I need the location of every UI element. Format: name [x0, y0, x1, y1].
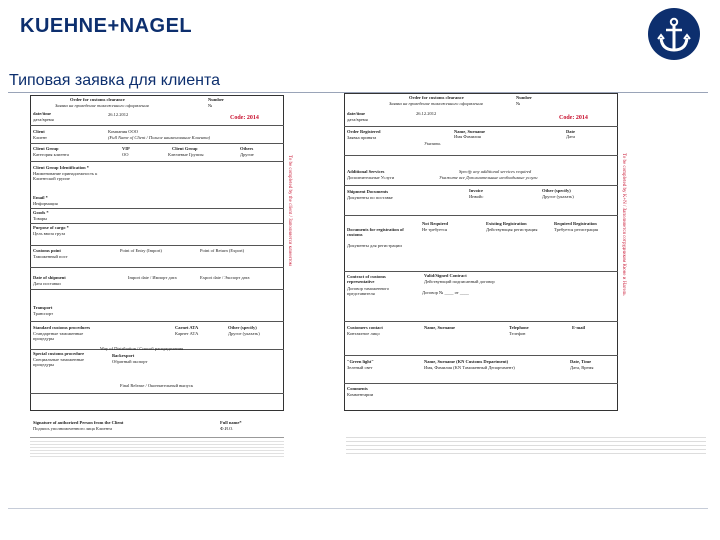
date-label-ru: дата/время	[33, 117, 54, 122]
shipment-date-ru: Дата поставки	[33, 281, 61, 286]
other-spec-label: Other (specify)	[228, 325, 257, 330]
backexport-ru: Обратный экспорт	[112, 359, 148, 364]
order-reg-ru: Заявка принята	[347, 135, 377, 140]
comments-label: Comments	[347, 386, 368, 391]
number-value: №	[516, 101, 521, 106]
std-proc-ru: Стандартные таможенные процедуры	[33, 331, 84, 342]
email-ru: Информация	[33, 201, 58, 206]
contract-ru: Договор таможенного представителя	[347, 286, 390, 297]
code-value: Code: 2014	[230, 115, 259, 121]
page-title: Типовая заявка для клиента	[9, 72, 221, 89]
footnote-lines	[30, 441, 284, 457]
additional-value-ru: Укажите все Дополнительные необходимые услуги	[439, 175, 538, 180]
not-required-ru: Не требуется	[422, 227, 448, 232]
special-proc-ru: Специальные таможенные процедуры	[33, 357, 85, 368]
std-proc-label: Standard customs procedures	[33, 325, 91, 330]
customs-point-label: Customs point	[33, 248, 61, 253]
right-side-note: To be completed by K+N / Заполняется сотрудником Кюне и Нагель	[621, 153, 626, 296]
email-label: E-mail	[572, 325, 585, 330]
brand-logo: KUEHNE+NAGEL	[20, 15, 193, 37]
cg-val-group: Ключевые Группы	[168, 152, 204, 157]
customers-contact-ru: Контактное лицо	[347, 331, 380, 336]
cg-val-others: Другие	[240, 152, 254, 157]
number-label: Number	[516, 95, 532, 100]
right-footnote-lines	[346, 437, 706, 457]
goods-ru: Товары	[33, 216, 47, 221]
kn-person-ru: Имя, Фамилия (KN Таможенный Департамент)	[424, 365, 515, 370]
import-date: Import date / Импорт дата	[128, 275, 177, 280]
date-label: date/time	[347, 111, 365, 116]
additional-value: Specify any additional services required	[459, 169, 532, 174]
cgi-ru: Наименование принадлежность к Клиентской группе	[33, 171, 98, 182]
carnet-label: Carnet ATA	[175, 325, 199, 330]
cg-val-vip: ОО	[122, 152, 129, 157]
cg-col-others: Others	[240, 146, 254, 151]
transport-ru: Транспорт	[33, 311, 54, 316]
date-ru: дата/время	[347, 117, 368, 122]
backexport-label: Backexport	[112, 353, 135, 358]
form-title-ru: Заявка на проведение таможенного оформления	[389, 101, 483, 106]
return-point: Point of Return (Export)	[200, 248, 245, 253]
transport-label: Transport	[33, 305, 53, 310]
invoice-label: Invoice	[469, 188, 483, 193]
date-col: Date	[566, 129, 575, 134]
email-label: Email *	[33, 195, 48, 200]
full-name-label: Full name*	[220, 420, 242, 425]
contract-number: Договор № ____ от ____	[422, 290, 469, 295]
kn-order-form	[344, 93, 630, 413]
contact-name-col: Name, Surname	[424, 325, 455, 330]
invoice-ru: Инвойс	[469, 194, 484, 199]
cg-col-group: Client Group	[172, 146, 198, 151]
final-release: Final Release / Окончательный выпуск	[120, 383, 194, 388]
valid-contract-ru: Действующий подписанный договор	[424, 279, 495, 284]
docs-reg-ru: Документы для регистрации	[347, 243, 402, 248]
full-name-ru: Ф.И.О.	[220, 426, 234, 431]
telephone-ru: Телефон	[509, 331, 526, 336]
additional-ru: Дополнительные Услуги	[347, 175, 395, 180]
contract-label: Contract of customs representative	[347, 274, 386, 285]
valid-contract: Valid/Signed Contract	[424, 273, 467, 278]
required-reg: Required Registration	[554, 221, 597, 226]
export-date: Export date / Экспорт дата	[200, 275, 250, 280]
additional-label: Additional Services	[347, 169, 385, 174]
indicate-text: Указать	[424, 141, 441, 146]
date-label: date/time	[33, 111, 51, 116]
client-sub: (Full Name of Client / Полное наименование Клиента)	[108, 135, 211, 140]
green-light-ru: Зеленый свет	[347, 365, 373, 370]
left-side-note: To be completed by the client / Заполняется клиентом	[287, 155, 292, 266]
number-value: №	[208, 103, 213, 108]
name-col-ru: Имя Фамилия	[454, 134, 481, 139]
entry-point: Point of Entry (Import)	[120, 248, 162, 253]
footer-divider	[8, 508, 708, 509]
special-proc-label: Special customs procedure	[33, 351, 85, 356]
signature-label: Signature of authorized Person from the Client	[33, 420, 124, 425]
date-value: 26.12.2012	[108, 112, 129, 117]
customers-contact-label: Customers contact	[347, 325, 383, 330]
client-group-ru: Категория клиента	[33, 152, 69, 157]
code-value: Code: 2014	[559, 115, 588, 121]
client-order-form	[30, 95, 298, 460]
shipment-docs-ru: Документы по поставке	[347, 195, 393, 200]
form-title: Order for customs clearance	[70, 97, 125, 102]
anchor-icon	[648, 8, 700, 60]
distribution-heading: Way of Distribution / Способ распределения	[100, 346, 184, 351]
form-title-ru: Заявка на проведение таможенного оформления	[55, 103, 149, 108]
other-specify-ru: Другое (указать)	[542, 194, 574, 199]
not-required: Not Required	[422, 221, 449, 226]
client-label: Client	[33, 129, 45, 134]
shipment-docs-label: Shipment Documents	[347, 189, 389, 194]
other-specify-label: Other (specify)	[542, 188, 571, 193]
signature-ru: Подпись уполномоченного лица Клиента	[33, 426, 112, 431]
cgi-label: Client Group Identification *	[33, 165, 90, 170]
carnet-ru: Карнет АТА	[175, 331, 199, 336]
docs-reg-label: Documents for registration of customs	[347, 227, 404, 238]
date-time-ru: Дата, Время	[570, 365, 594, 370]
goods-label: Goods *	[33, 210, 49, 215]
customs-point-ru: Таможенный пост	[33, 254, 68, 259]
date-col-ru: Дата	[566, 134, 575, 139]
client-group-label: Client Group	[33, 146, 59, 151]
number-label: Number	[208, 97, 224, 102]
existing-reg: Existing Registration	[486, 221, 527, 226]
date-value: 26.12.2012	[416, 111, 437, 116]
comments-ru: Комментарии	[347, 392, 374, 397]
name-col: Name, Surname	[454, 129, 485, 134]
telephone-label: Telephone	[509, 325, 529, 330]
existing-reg-ru: Действующая регистрация	[486, 227, 538, 232]
order-reg-label: Order Registered	[347, 129, 381, 134]
client-label-ru: Клиент	[33, 135, 48, 140]
other-spec-ru: Другое (указать)	[228, 331, 260, 336]
purpose-ru: Цель ввоза груза	[33, 231, 66, 236]
client-value: Компания ООО	[108, 129, 138, 134]
required-reg-ru: Требуется регистрация	[554, 227, 598, 232]
cg-col-vip: VIP	[122, 146, 130, 151]
purpose-label: Purpose of cargo *	[33, 225, 69, 230]
green-light-label: "Green light"	[347, 359, 374, 364]
kn-person-label: Name, Surname (KN Customs Department)	[424, 359, 509, 364]
shipment-date-label: Date of shipment	[33, 275, 66, 280]
form-title: Order for customs clearance	[409, 95, 464, 100]
date-time-label: Date, Time	[570, 359, 592, 364]
